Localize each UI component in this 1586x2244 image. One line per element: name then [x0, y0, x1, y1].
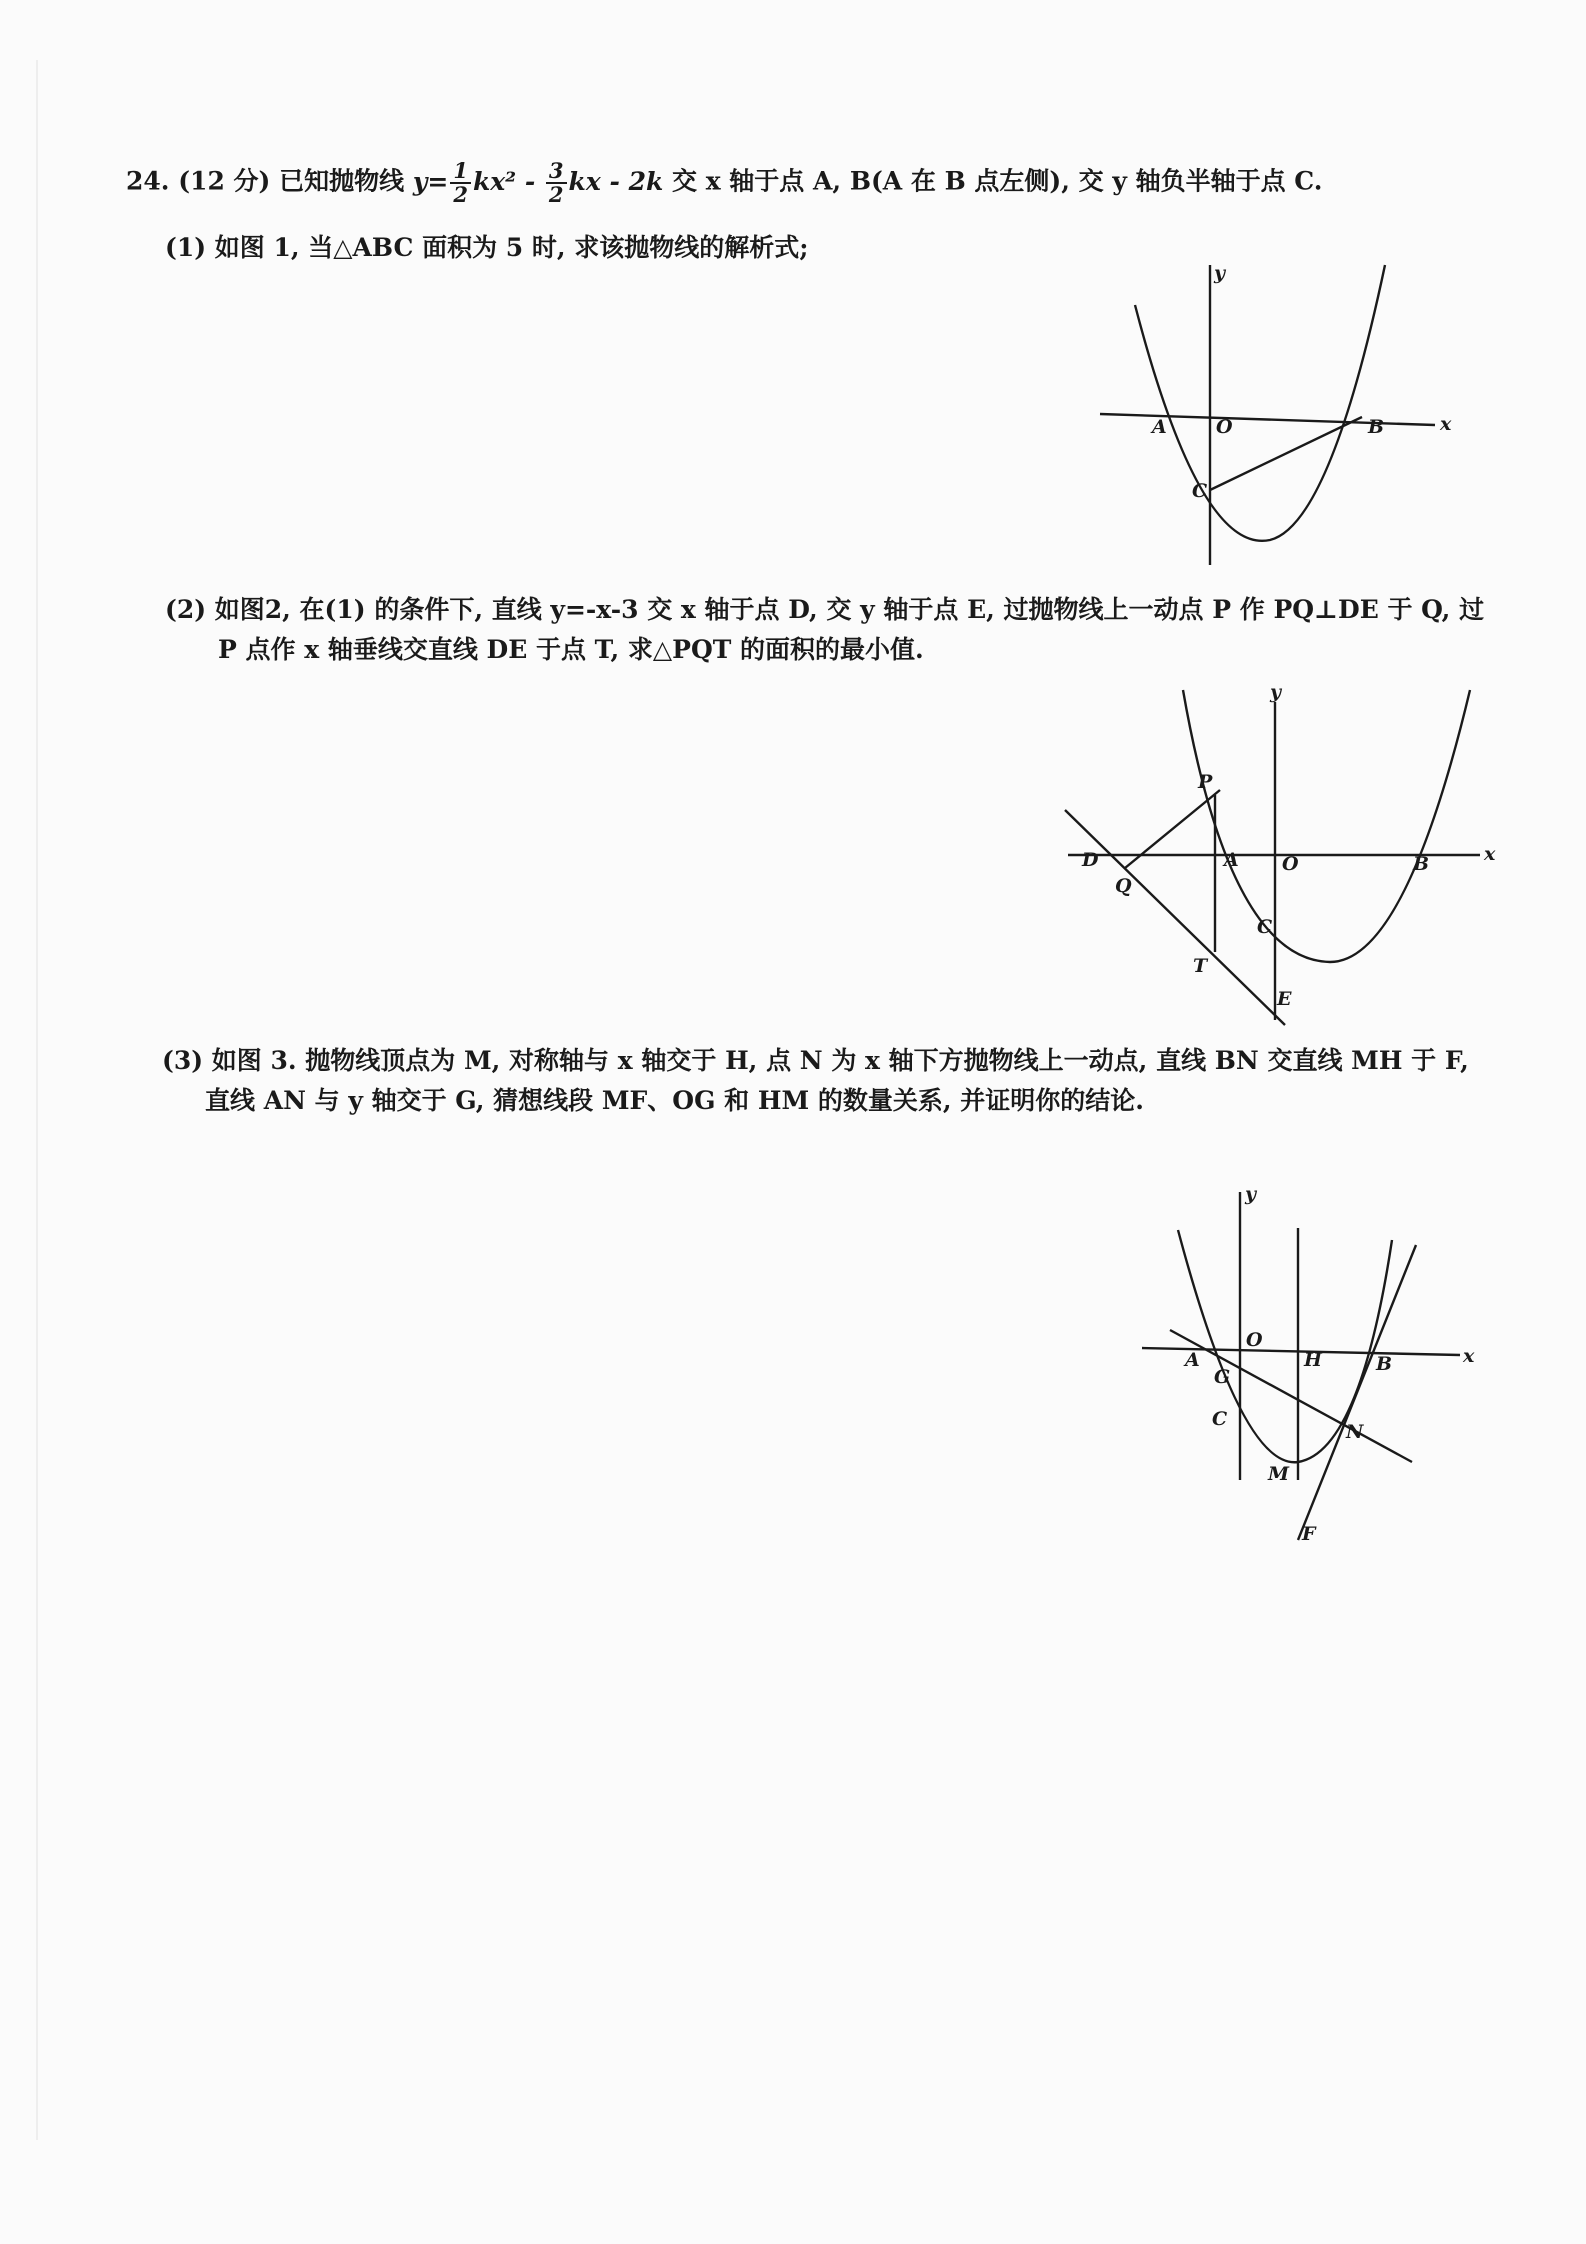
fraction-1-numerator: 1 [450, 160, 471, 184]
problem-stem [126, 160, 1322, 206]
eq-minus: - [516, 166, 544, 196]
part-2-text-line-2: P 点作 x 轴垂线交直线 DE 于点 T, 求△PQT 的面积的最小值. [218, 635, 924, 664]
eq-term-1: kx² [472, 166, 517, 196]
fig2-label-q: Q [1115, 875, 1132, 897]
fig3-line-bf [1298, 1245, 1416, 1540]
fig1-label-b: B [1368, 416, 1385, 438]
stem-rest: 交 x 轴于点 A, B(A 在 B 点左侧), 交 y 轴负半轴于点 C. [672, 166, 1323, 196]
fig1-parabola [1135, 265, 1385, 541]
fig2-label-p: P [1198, 771, 1213, 793]
stem-intro: 已知抛物线 [279, 166, 405, 196]
fig2-parabola [1183, 690, 1470, 962]
fig3-label-g: G [1214, 1366, 1231, 1388]
part-3-text-line-1: (3) 如图 3. 抛物线顶点为 M, 对称轴与 x 轴交于 H, 点 N 为 x 轴下方抛物线上一动点, 直线 BN 交直线 MH 于 F, [162, 1046, 1469, 1075]
fig3-label-x: x [1463, 1345, 1475, 1367]
fig2-label-o: O [1282, 853, 1299, 875]
fraction-2-denominator: 2 [548, 182, 564, 207]
fig2-label-a: A [1224, 849, 1239, 871]
fraction-1 [450, 160, 471, 206]
fig3-label-y: y [1245, 1183, 1257, 1205]
fig2-label-b: B [1413, 853, 1430, 875]
fig1-label-o: O [1216, 416, 1233, 438]
figure-1 [1080, 255, 1480, 575]
fig1-label-a: A [1152, 416, 1167, 438]
problem-number: 24. [126, 166, 170, 196]
figure-2 [1060, 680, 1520, 1030]
fig3-label-m: M [1268, 1463, 1290, 1485]
fig3-label-o: O [1246, 1329, 1263, 1351]
fraction-2 [546, 160, 567, 206]
figure-3 [1130, 1180, 1490, 1550]
fig2-line-de [1065, 810, 1285, 1025]
problem-score: (12 分) [178, 166, 271, 196]
part-2-text-line-1: (2) 如图2, 在(1) 的条件下, 直线 y=-x-3 交 x 轴于点 D, 交 y 轴于点 E, 过抛物线上一动点 P 作 PQ⊥DE 于 Q, 过 [165, 595, 1485, 624]
fig3-label-c: C [1212, 1408, 1228, 1430]
fig2-label-d: D [1082, 849, 1099, 871]
part-3-text-line-2: 直线 AN 与 y 轴交于 G, 猜想线段 MF、OG 和 HM 的数量关系, 并证明你的结论. [205, 1086, 1144, 1115]
equation [412, 158, 672, 207]
fig2-label-x: x [1484, 843, 1496, 865]
fraction-1-denominator: 2 [453, 182, 468, 207]
page-edge-shadow [36, 60, 38, 2140]
fig3-label-a: A [1185, 1349, 1200, 1371]
fig1-label-y: y [1214, 262, 1226, 284]
fig2-label-t: T [1193, 955, 1208, 977]
fig3-label-n: N [1346, 1421, 1364, 1443]
eq-term-3: - 2k [600, 166, 664, 196]
part-1-text: (1) 如图 1, 当△ABC 面积为 5 时, 求该抛物线的解析式; [165, 233, 809, 262]
fig1-x-axis [1100, 414, 1435, 425]
eq-y: y= [412, 166, 449, 196]
fig3-label-f: F [1302, 1523, 1316, 1545]
fig2-label-y: y [1270, 681, 1282, 703]
fig2-segment-pq [1125, 790, 1220, 868]
fig1-segment-bc [1210, 417, 1362, 490]
eq-term-2: kx [568, 166, 601, 196]
fraction-2-numerator: 3 [546, 160, 567, 184]
fig2-label-e: E [1277, 988, 1292, 1010]
fig3-label-h: H [1304, 1349, 1322, 1371]
fig2-label-c: C [1257, 916, 1273, 938]
fig1-label-c: C [1192, 480, 1208, 502]
fig3-line-an [1170, 1330, 1412, 1462]
fig1-label-x: x [1440, 413, 1452, 435]
fig3-label-b: B [1376, 1353, 1393, 1375]
